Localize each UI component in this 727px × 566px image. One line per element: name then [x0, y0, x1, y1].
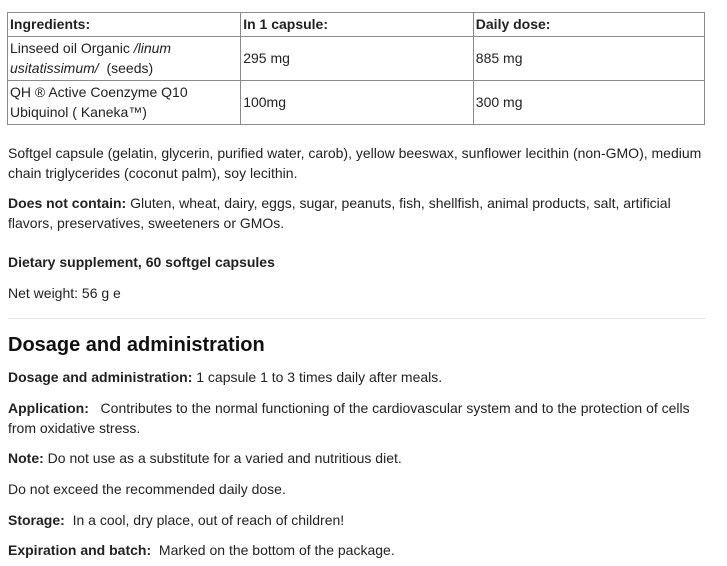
- storage-line: [8, 510, 708, 530]
- dosage-text: 1 capsule 1 to 3 times daily after meals.: [192, 369, 443, 385]
- composition-text: Softgel capsule (gelatin, glycerin, purified water, carob), yellow beeswax, sunflower lecithin (non-GMO), medium chain triglycerides (coconut palm), soy lecithin.: [8, 145, 702, 181]
- application-line: [8, 398, 708, 438]
- note-text: Do not use as a substitute for a varied and nutritious diet.: [43, 450, 402, 466]
- does-not-contain-text: Gluten, wheat, dairy, eggs, sugar, peanuts, fish, shellfish, animal products, salt, artificial flavors, preservatives, sweeteners or GMOs.: [8, 195, 671, 231]
- per-capsule-cell: 100mg: [241, 81, 474, 125]
- net-weight: Net weight: 56 g e: [8, 285, 121, 301]
- section-divider: [8, 318, 706, 319]
- product-type-text: Dietary supplement, 60 softgel capsules: [8, 254, 275, 270]
- table-header-row: [8, 13, 705, 37]
- storage-text: In a cool, dry place, out of reach of children!: [64, 512, 345, 528]
- daily-dose-cell: 300 mg: [473, 81, 704, 125]
- ingredient-name-cell: [8, 37, 241, 81]
- ingredients-table: [7, 12, 705, 125]
- dosage-label: Dosage and administration:: [8, 369, 193, 385]
- table-row: [8, 81, 705, 125]
- expiration-line: [8, 540, 708, 560]
- header-ingredients: Ingredients:: [8, 13, 241, 37]
- storage-label: Storage:: [8, 512, 65, 528]
- header-per-capsule: In 1 capsule:: [241, 13, 474, 37]
- note-label: Note:: [8, 450, 44, 466]
- section-heading-dosage: Dosage and administration: [8, 334, 265, 356]
- application-text: Contributes to the normal functioning of the cardiovascular system and to the protection of cells from oxidative stress.: [8, 400, 694, 436]
- does-not-contain: [8, 193, 708, 233]
- expiration-text: Marked on the bottom of the package.: [151, 542, 395, 558]
- ingredient-name: QH ® Active Coenzyme Q10 Ubiquinol ( Kaneka™): [10, 84, 188, 120]
- dose-warning: Do not exceed the recommended daily dose.: [8, 481, 286, 497]
- ingredient-name: Linseed oil Organic: [10, 40, 134, 56]
- table-row: [8, 37, 705, 81]
- per-capsule-cell: 295 mg: [241, 37, 474, 81]
- dosage-line: [8, 367, 708, 387]
- ingredient-name-cell: [8, 81, 241, 125]
- ingredient-latin-name: /linum usitatissimum/: [10, 40, 172, 76]
- note-line: [8, 448, 708, 468]
- header-daily-dose: Daily dose:: [473, 13, 704, 37]
- ingredient-name-suffix: (seeds): [98, 60, 154, 76]
- application-label: Application:: [8, 400, 89, 416]
- product-type: [8, 252, 708, 272]
- expiration-label: Expiration and batch:: [8, 542, 152, 558]
- does-not-contain-label: Does not contain:: [8, 195, 127, 211]
- daily-dose-cell: 885 mg: [473, 37, 704, 81]
